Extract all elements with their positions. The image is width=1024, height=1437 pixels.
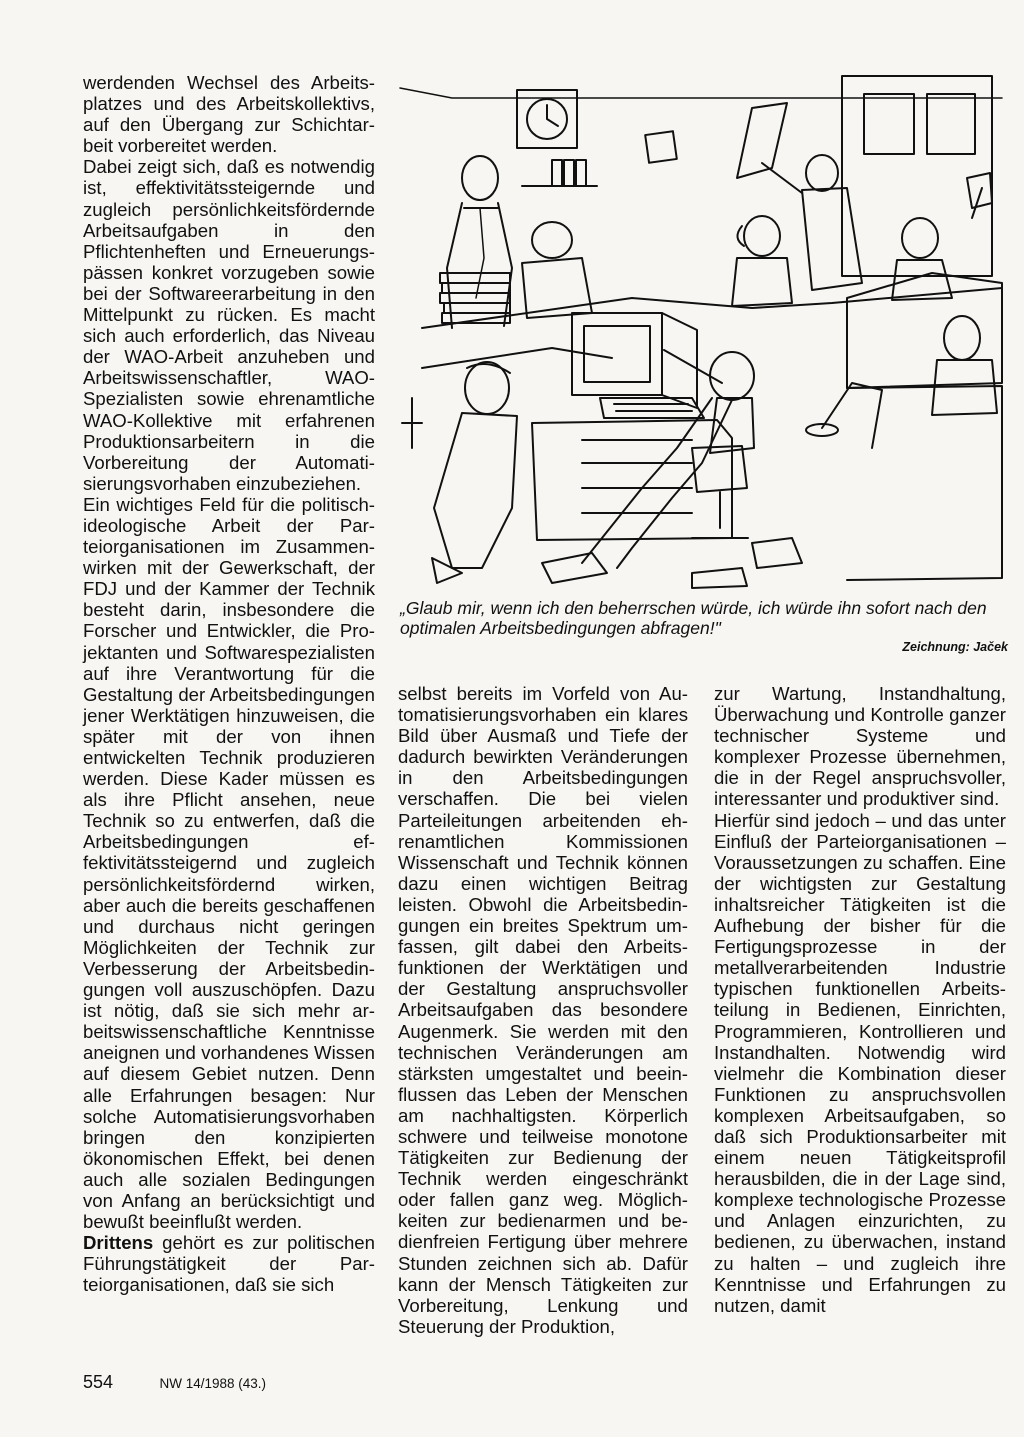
paragraph-text: gehört es zur politischen Führungstätigkeit der Parteiorganisationen, daß sie sich xyxy=(83,1232,375,1296)
door-icon xyxy=(842,76,992,276)
paragraph: selbst bereits im Vorfeld von Automatisierungsvorhaben ein klares Bild über Ausmaß und Tiefe der dadurch bewirkten Veränderungen in den Arbeitsbedingungen verschaffen. Die bei vielen Parteileitungen arbeitenden ehrenamtlichen Kommissionen Wissenschaft und Technik können dazu einen wichtigen Beitrag leisten. Obwohl die Arbeitsbedingungen ein breites Spektrum umfassen, gilt dabei den Arbeitsfunktionen der Werktätigen und der Gestaltung anspruchsvoller Arbeitsaufgaben das besondere Augenmerk. Sie werden mit den technischen Veränderungen am stärksten umgestaltet und beeinflussen das Leben der Menschen am nachhaltigsten. Körperlich schwere und teilweise monotone Tätigkeiten zur Bedienung der Technik werden eingeschränkt oder fallen ganz weg. Möglichkeiten zur bedienarmen und bedienfreien Fertigung über mehrere Stunden zeichnen sich ab. Dafür kann der Mensch Tätigkeiten zur Vorbereitung, Lenkung und Steuerung der Produktion, xyxy=(398,683,688,1337)
office-cartoon-illustration xyxy=(392,68,1012,590)
illustration-credit: Zeichnung: Jaček xyxy=(902,640,1008,654)
paragraph: Ein wichtiges Feld für die politisch-ideologische Arbeit der Parteiorganisationen im Zusammenwirken mit der Gewerkschaft, der FDJ und der Kammer der Technik besteht darin, insbesondere die Forscher und Entwickler, die Projektanten und Softwarespezialisten auf ihre Verantwortung für die Gestaltung der Arbeitsbedingungen jener Werktätigen hinzuweisen, die später mit der von ihnen entwickelten Technik produzieren werden. Diese Kader müssen es als ihre Pflicht ansehen, neue Technik so zu entwerfen, daß die Arbeitsbedingungen effektivitätssteigernd und zugleich persönlichkeitsfördernd wirken, aber auch die bereits geschaffenen und durchaus nicht geringen Möglichkeiten der Technik zur Verbesserung der Arbeitsbedingungen voll auszuschöpfen. Dazu ist nötig, daß sie sich mehr arbeitswissenschaftliche Kenntnisse aneignen und vorhandenes Wissen auf diesem Gebiet nutzen. Denn alle Erfahrungen besagen: Nur solche Automatisierungsvorhaben bringen den konzipierten ökonomischen Effekt, bei denen auch alle sozialen Bedingungen von Anfang an berücksichtigt und bewußt beeinflußt werden. xyxy=(83,493,375,1233)
desk-lamp-icon xyxy=(806,383,882,448)
text-column-2 xyxy=(398,683,688,1337)
bold-lead-word: Drittens xyxy=(83,1232,154,1254)
figure-man-in-lab-coat xyxy=(434,362,517,568)
computer-monitor-icon xyxy=(572,313,697,408)
paragraph: Hierfür sind jedoch – und das unter Einfluß der Parteiorganisationen – Voraussetzungen zu schaffen. Eine der wichtigsten zur Gestaltung inhaltsreicher Tätigkeiten ist die Aufhebung der bisher für die Fertigungsprozesse in der metallverarbeitenden Industrie typischen funktionellen Arbeitsteilung in Bedienen, Einrichten, Programmieren, Kontrollieren und Instandhalten. Notwendig wird vielmehr die Kombination dieser Funktionen zu anspruchsvollen komplexen Arbeitsaufgaben, so daß sich Produktionsarbeiter mit einem neuen Tätigkeitsprofil herausbilden, die in der Lage sind, komplexe technologische Prozesse und Anlagen einzurichten, zu bedienen, zu überwachen, instand zu halten – und zugleich ihre Kenntnisse und Erfahrungen zu nutzen, damit xyxy=(714,809,1006,1316)
paragraph: Dabei zeigt sich, daß es notwendig ist, effektivitätssteigernde und zugleich persönlichkeitsfördernde Arbeitsaufgaben in den Pflichtenheften und Erneuerungspässen konkret vorzugeben sowie bei der Softwareerarbeitung in den Mittelpunkt zu rücken. Es macht sich auch erforderlich, das Niveau der WAO-Arbeit anzuheben und Arbeitswissenschaftler, WAO-Spezialisten sowie ehrenamtliche WAO-Kollektive mit erfahrenen Produktionsarbeitern in die Vorbereitung der Automatisierungsvorhaben einzubeziehen. xyxy=(83,156,375,494)
figure-woman-right xyxy=(932,316,997,415)
paragraph: zur Wartung, Instandhaltung, Überwachung und Kontrolle ganzer technischer Systeme und komplexer Prozesse übernehmen, die in der Regel anspruchsvoller, interessanter und produktiver sind. xyxy=(714,683,1006,810)
keyboard-icon xyxy=(600,398,704,418)
paragraph: werdenden Wechsel des Arbeitsplatzes und des Arbeitskollektivs, auf den Übergang zur Schichtarbeit vorbereitet werden. xyxy=(83,72,375,157)
text-column-3 xyxy=(714,683,1006,1316)
office-chair-icon xyxy=(692,446,748,538)
text-column-1 xyxy=(83,72,375,1295)
page-number: 554 xyxy=(83,1372,114,1392)
figure-man-waving-paper xyxy=(737,103,862,290)
paragraph xyxy=(83,1232,375,1295)
figure-woman-typing xyxy=(522,222,592,318)
figure-man-on-phone xyxy=(732,216,792,306)
issue-label: NW 14/1988 (43.) xyxy=(159,1376,267,1391)
cartoon-caption: „Glaub mir, wenn ich den beherrschen würde, ich würde ihn sofort nach den optimalen Arbeitsbedingungen abfragen!" xyxy=(400,598,987,638)
page-footer xyxy=(83,1372,266,1393)
